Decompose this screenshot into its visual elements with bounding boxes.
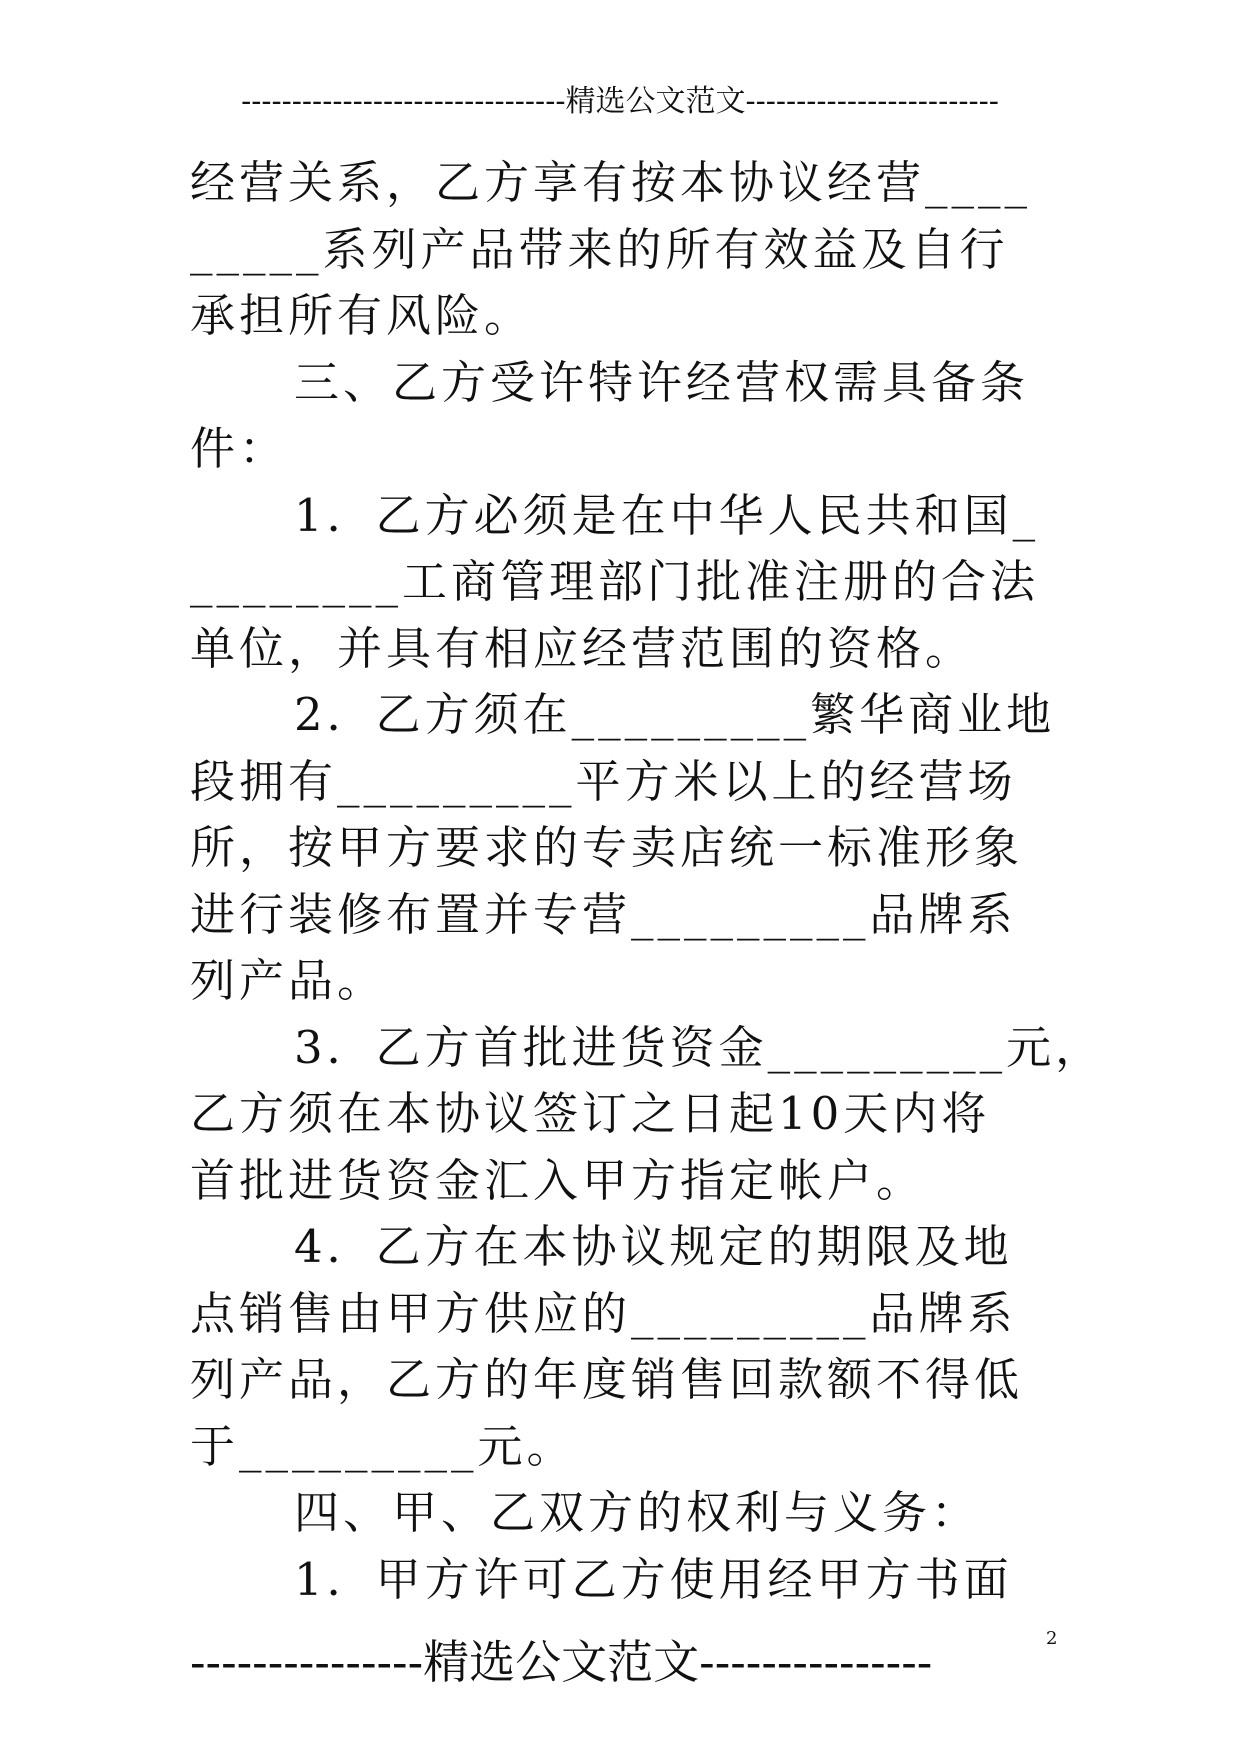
section-heading-3: 三、乙方受许特许经营权需具备条 <box>294 355 1030 409</box>
page-number: 2 <box>1046 1628 1058 1649</box>
section-heading-4: 四、甲、乙双方的权利与义务： <box>294 1486 981 1539</box>
body-line: 列产品。 <box>190 954 387 1007</box>
body-line: 所，按甲方要求的专卖店统一标准形象 <box>190 821 1024 874</box>
body-line: _____系列产品带来的所有效益及自行 <box>190 222 1009 276</box>
body-line: 于_________元。 <box>190 1419 576 1473</box>
body-line: 点销售由甲方供应的_________品牌系 <box>190 1286 1017 1340</box>
clause-item-1: 1．甲方许可乙方使用经甲方书面 <box>294 1552 1013 1606</box>
clause-item-2: 2．乙方须在_________繁华商业地 <box>294 688 1056 741</box>
document-body <box>190 150 1105 1613</box>
body-line: 承担所有风险。 <box>190 289 534 342</box>
body-line: 单位，并具有相应经营范围的资格。 <box>190 621 975 675</box>
body-line: 进行装修布置并专营_________品牌系 <box>190 887 1017 941</box>
page-header: --------------------------------精选公文范文------------------------- <box>241 84 999 119</box>
body-line: 经营关系，乙方享有按本协议经营____ <box>190 156 1032 209</box>
page-footer: ---------------精选公文范文--------------- <box>190 1635 933 1689</box>
body-line: 件： <box>190 422 289 475</box>
clause-item-4: 4．乙方在本协议规定的期限及地 <box>294 1220 1013 1273</box>
body-line: 列产品，乙方的年度销售回款额不得低 <box>190 1353 1024 1406</box>
body-line: 段拥有_________平方米以上的经营场 <box>190 754 1017 808</box>
clause-item-3: 3．乙方首批进货资金_________元， <box>294 1020 1105 1074</box>
body-line: 乙方须在本协议签订之日起10天内将 <box>190 1087 991 1140</box>
body-line: 首批进货资金汇入甲方指定帐户。 <box>190 1153 926 1207</box>
clause-item-1: 1．乙方必须是在中华人民共和国_ <box>294 488 1040 542</box>
body-line: ________工商管理部门批准注册的合法 <box>190 555 1040 608</box>
